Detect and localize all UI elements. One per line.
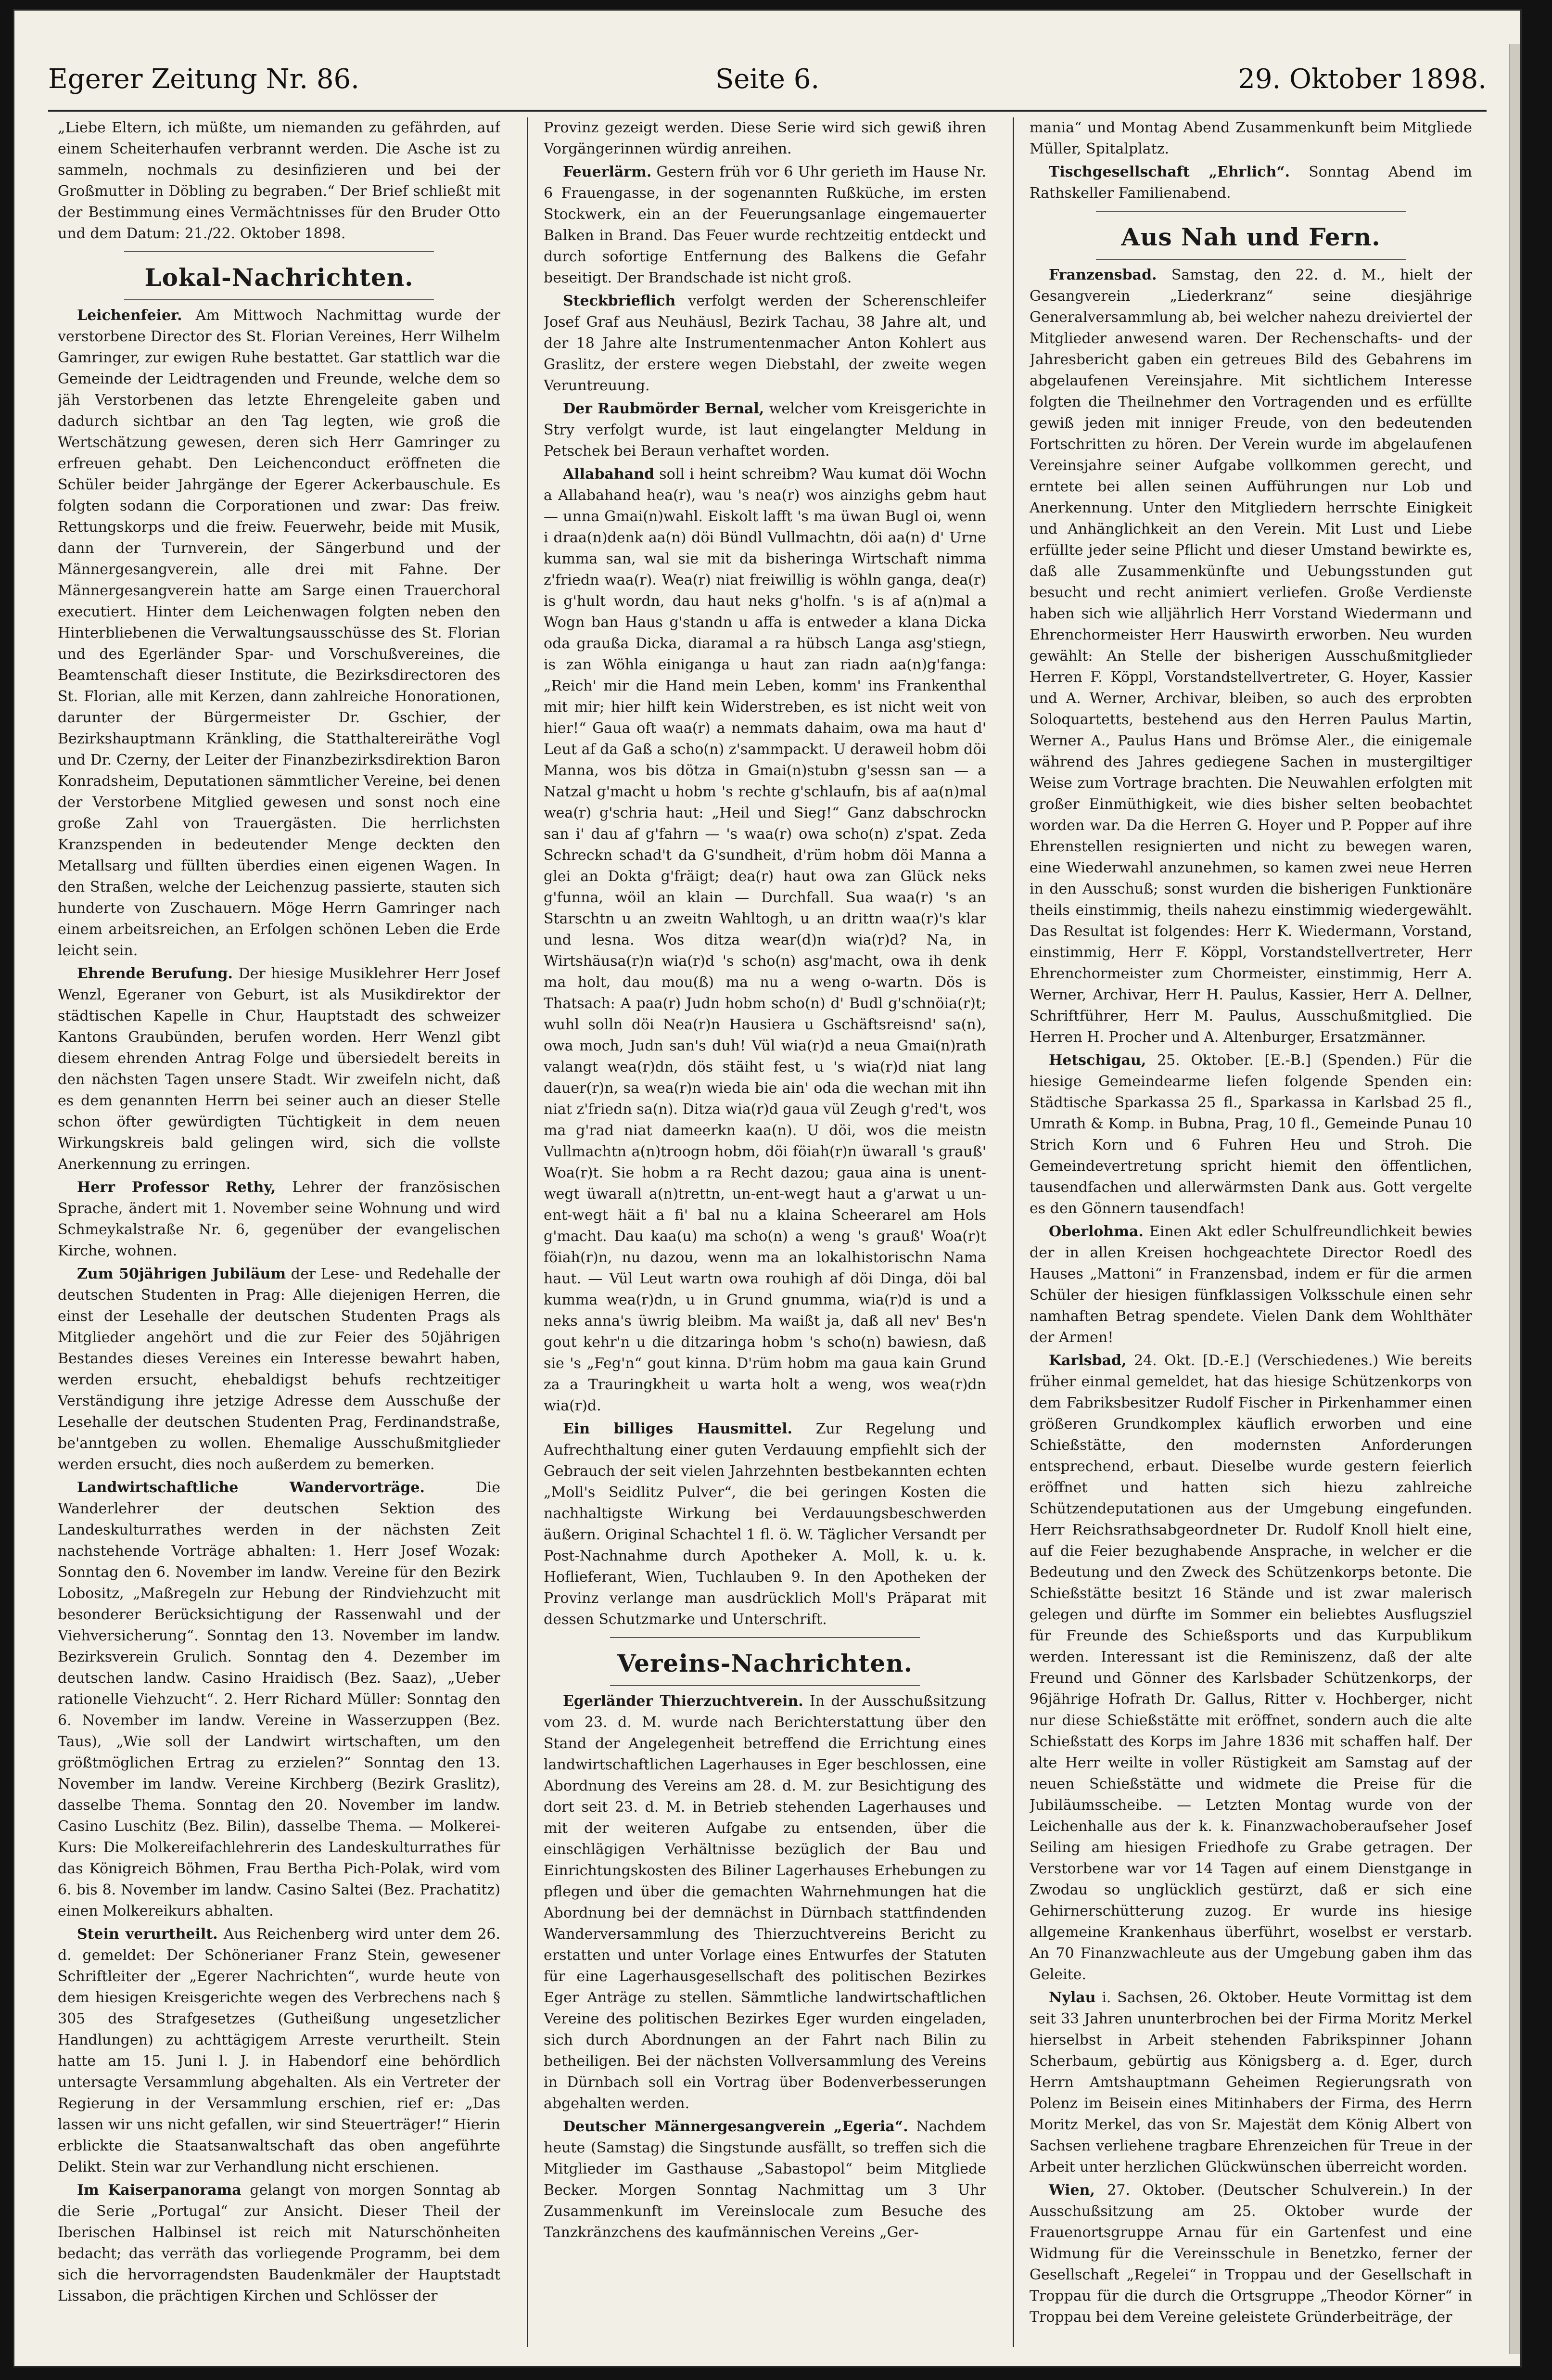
article-text: Am Mittwoch Nachmittag wurde der verstorbene Director des St. Florian Vereines, Herr Wilhelm Gamringer, zur ewigen Ruhe bestattet. Gar stattlich war die Gemeinde der Leidtragenden und Freunde, welche dem so jäh Verstorbenen das letzte Ehrengeleite gaben und dadurch sichtbar an den Tag legten, wie groß die Wertschätzung gewesen, deren sich Herr Gamringer zu erfreuen gehabt. Den Leichenconduct eröffneten die Schüler beider Jahrgänge der Egerer Ackerbauschule. Es folgten sodann die Corporationen und zwar: Das freiw. Rettungskorps und die freiw. Feuerwehr, beide mit Musik, dann der Turnverein, der Sängerbund und der Männergesangverein, alle drei mit Fahne. Der Männergesangverein hatte am Sarge einen Trauerchoral executiert. Hinter dem Leichenwagen folgten neben den Hinterbliebenen die Verwaltungsausschüsse des St. Florian und des Egerländer Spar- und Vorschußvereines, die Beamtenschaft dieser Institute, die Bezirksdirectoren des St. Florian, alle mit Kerzen, dann zahlreiche Honorationen, darunter der Bürgermeister Dr. Gschier, der Bezirkshauptmann Kränkling, die Statthaltereiräthe Vogl und Dr. Czerny, der Leiter der Finanzbezirksdirektion Baron Konradsheim, Deputationen sämmtlicher Vereine, bei denen der Verstorbene Mitglied gewesen und sonst noch eine große Zahl von Trauergästen. Die herrlichsten Kranzspenden in bedeutender Menge deckten den Metallsarg und füllten überdies einen eigenen Wagen. In den Straßen, welche der Leichenzug passierte, stauten sich hunderte von Zuschauern. Möge Herrn Gamringer nach einem arbeitsreichen, an Erfolgen schönen Leben die Erde leicht sein. xyxy=(58,307,500,959)
article-text: 25. Oktober. [E.-B.] (Spenden.) Für die hiesige Gemeindearme liefen folgende Spenden ein: Städtische Sparkassa 25 fl., Sparkassa in Karlsbad 25 fl., Umrath & Komp. in Bubna, Prag, 10 fl., Gemeinde Punau 10 Strich Korn und 6 Fuhren Heu und Stroh. Die Gemeindevertretung spricht hiemit den öffentlichen, tausendfachen und allerwärmsten Dank aus. Gott vergelte es den Gönnern tausendfach! xyxy=(1030,1052,1472,1217)
article xyxy=(58,2180,500,2307)
article-lead: Ehrende Berufung. xyxy=(77,965,233,982)
newspaper-page xyxy=(14,11,1520,2366)
section-rule xyxy=(124,299,434,300)
article-lead: Hetschigau, xyxy=(1049,1052,1146,1069)
article-text: Sonntag Abend im Rathskeller Familienabend. xyxy=(1030,164,1472,202)
section-rule xyxy=(1096,259,1406,260)
article-text: Lehrer der französischen Sprache, ändert mit 1. November seine Wohnung und wird Schmeykalstraße Nr. 6, gegenüber der evangelischen Kirche, wohnen. xyxy=(58,1179,500,1259)
column-divider xyxy=(1013,117,1014,2347)
article-text: welcher vom Kreisgerichte in Stry verfolgt wurde, ist laut eingelangter Meldung in Petschek bei Beraun verhaftet worden. xyxy=(544,400,986,460)
article-list xyxy=(58,305,500,2307)
section-heading-aus-nah-und-fern: Aus Nah und Fern. xyxy=(1121,223,1381,251)
article-lead: Leichenfeier. xyxy=(77,307,182,324)
article-text: der Lese- und Redehalle der deutschen Studenten in Prag: Alle diejenigen Herren, die einst der Lesehalle der deutschen Studenten Prags als Mitglieder angehört und die zur Feier des 50jährigen Bestandes dieses Vereines ein Interesse bewahrt haben, werden ersucht, ehebaldigst behufs rechtzeitiger Verständigung ihre jetzige Adresse dem Ausschuße der Lesehalle der deutschen Studenten Prag, Ferdinandstraße, be'anntgeben zu wollen. Ehemalige Ausschußmitglieder werden ersucht, dies noch außerdem zu bemerken. xyxy=(58,1266,500,1473)
article-lead: Im Kaiserpanorama xyxy=(77,2182,242,2199)
article-text: gelangt von morgen Sonntag ab die Serie „Portugal“ zur Ansicht. Dieser Theil der Iberischen Halbinsel ist reich mit Naturschönheiten bedacht; das verräth das vorliegende Programm, bei dem sich die hervorragendsten Baudenkmäler der Hauptstadt Lissabon, die prächtigen Kirchen und Schlösser der xyxy=(58,2182,500,2304)
article-lead: Franzensbad. xyxy=(1049,267,1157,283)
article-text: soll i heint schreibm? Wau kumat döi Wochn a Allabahand hea(r), wau 's nea(r) wos ainzighs gebm haut — unna Gmai(n)wahl. Eiskolt lafft 's ma üwan Bugl oi, wenn i draa(n)denk aa(n) döi Bündl Vullmachtn, döi aa(n) d' Urne kumma san, wal sie mit da bisheringa Wirtschaft nimma z'friedn waa(r). Wea(r) niat freiwillig is wöhln ganga, dea(r) is g'hult wordn, dau haut neks g'holfn. 's is af a(n)mal a Wogn ban Haus g'standn u affa is entweder a klana Dicka oda graußa Dicka, diaramal a ra hübsch Langa asg'stiegn, is zan Wöhla einiganga u haut zan riadn aa(n)g'fanga: „Reich' mir die Hand mein Leben, komm' ins Frankenthal mit mir; hier hilft kein Widerstreben, es ist nicht weit von hier!“ Gaua oft waa(r) a nemmats dahaim, owa ma haut d' Leut af da Gaß a scho(n) z'sammpackt. U deraweil hobm döi Manna, wos bis dötza in Gmai(n)stubn g'sessn san — a Natzal g'macht u hobm 's rechte g'schlaufn, bis af aa(n)mal wea(r) g'schria haut: „Heil und Sieg!“ Ganz dabschrockn san i' dau af g'fahrn — 's waa(r) owa scho(n) z'spat. Zeda Schreckn schad't da G'sundheit, d'rüm hobm döi Manna a glei an Dokta g'fräigt; dea(r) haut owa zan Glück neks g'funna, wöil an klain — Durchfall. Sua waa(r) 's an Starschtn u an zweitn Wahltogh, u an drittn waa(r)'s klar und lesna. Wos ditza wear(d)n wia(r)d? Na, in Wirtshäusa(r)n wia(r)d 's scho(n) asg'macht, owa ih denk ma holt, dau mou(ß) ma nu a weng o-wartn. Dös is Thatsach: A paa(r) Judn hobm scho(n) d' Budl g'schnöia(r)t; wuhl solln döi Nea(r)n Hausiera u Gschäftsreisnd' sa(n), owa moch, Judn san's duh! Vül wia(r)d a neua Gmai(n)rath valangt wea(r)dn, dös stäiht fest, u 's wia(r)d niat lang dauer(r)n, sa wea(r)n wieda bie ain' oda die wechan mit ihn niat z'friedn sa(n). Ditza wia(r)d gaua vül Zeugh g'red't, wos ma g'rad niat dameerkn kaa(n). U döi, wos die meistn Vullmachtn a(n)troogn hobm, döi föiah(r)n üwarall 's grauß' Woa(r)t. Sie hobm a ra Recht dazou; gaua aina is unent-wegt üwarall a(n)trettn, un-ent-wegt haut a g'arwat u un-ent-wegt häit a fi' bal nu a klaina Scheerarel am Hols g'macht. Dau kaa(u) ma scho(n) a weng 's grauß' Woa(r)t föiah(r)n, nu dazou, wenn ma an lokalhistorischn Nama haut. — Vül Leut wartn owa rouhigh af döi Dinga, döi bal kumma wea(r)dn, u in Grund gnumma, wia(r)d is und a neks anna's üwrig bleibm. Ma waißt ja, daß all nev' Bes'n gout kehr'n u die ditzaringa hobm 's scho(n) bawiesn, daß sie 's „Feg'n“ gout kinna. D'rüm hobm ma gaua kain Grund za a Trauringkheit u warta holt a weng, wos wea(r)dn wia(r)d. xyxy=(544,466,986,1414)
section-rule xyxy=(124,251,434,252)
article xyxy=(58,1264,500,1475)
article-continuation: mania“ und Montag Abend Zusammenkunft beim Mitgliede Müller, Spitalplatz. xyxy=(1030,119,1472,157)
advertisement xyxy=(544,1419,986,1630)
article-lead: Herr Professor Rethy, xyxy=(77,1179,276,1196)
article xyxy=(1030,265,1472,1048)
article-lead: Zum 50jährigen Jubiläum xyxy=(77,1266,286,1282)
article-text: Die Wanderlehrer der deutschen Sektion des Landeskulturrathes werden in der nächsten Zeit nachstehende Vorträge abhalten: 1. Herr Josef Wozak: Sonntag den 6. November im landw. Vereine für den Bezirk Lobositz, „Maßregeln zur Hebung der Rindviehzucht mit besonderer Berücksichtigung der Rassenwahl und der Viehversicherung“. Sonntag den 13. November im landw. Bezirksverein Grulich. Sonntag den 4. Dezember im deutschen landw. Casino Hraidisch (Bez. Saaz), „Ueber rationelle Viehzucht“. 2. Herr Richard Müller: Sonntag den 6. November im landw. Vereine in Wasserzuppen (Bez. Taus), „Wie soll der Landwirt wirtschaften, um den größtmöglichen Ertrag zu erzielen?“ Sonntag den 13. November im landw. Vereine Kirchberg (Bezirk Graslitz), dasselbe Thema. Sonntag den 20. November im landw. Casino Luschitz (Bez. Bilin), dasselbe Thema. — Molkerei-Kurs: Die Molkereifachlehrerin des Landeskulturrathes für das Königreich Böhmen, Frau Bertha Pich-Polak, wird vom 6. bis 8. November im landw. Casino Saltei (Bez. Prachatitz) einen Molkereikurs abhalten. xyxy=(58,1479,500,1919)
article-lead: Tischgesellschaft „Ehrlich“. xyxy=(1049,164,1290,180)
article-lead: Feuerlärm. xyxy=(563,164,652,180)
column-divider xyxy=(527,117,528,2347)
page-edge xyxy=(1509,44,1520,2354)
issue-date: 29. Oktober 1898. xyxy=(1238,64,1487,95)
article-text: Der hiesige Musiklehrer Herr Josef Wenzl, Egeraner von Geburt, ist als Musikdirektor der städtischen Kapelle in Chur, Hauptstadt des schweizer Kantons Graubünden, berufen worden. Herr Wenzl gibt diesem ehrenden Antrag Folge und übersiedelt bereits in den nächsten Tagen unsere Stadt. Wir zweifeln nicht, daß es dem genannten Herrn bei seiner auch an dieser Stelle schon öfter gewürdigten Tüchtigkeit in dem neuen Wirkungskreis bald gelingen wird, sich die vollste Anerkennung zu erringen. xyxy=(58,965,500,1173)
article-lead: Steckbrieflich xyxy=(563,293,676,309)
article-continuation: Provinz gezeigt werden. Diese Serie wird sich gewiß ihren Vorgängerinnen würdig anreihen. xyxy=(544,119,986,157)
article-text: 24. Okt. [D.-E.] (Verschiedenes.) Wie bereits früher einmal gemeldet, hat das hiesige Schützenkorps von dem Fabriksbesitzer Rudolf Fischer in Pirkenhammer einen größeren Grundkomplex käuflich erworben und eine Schießstätte, den modernsten Anforderungen entsprechend, erbaut. Dieselbe wurde gestern feierlich eröffnet und hatten sich hiezu zahlreiche Schützendeputationen aus der Umgebung eingefunden. Herr Reichsrathsabgeordneter Dr. Rudolf Knoll hielt eine, auf die Feier bezughabende Ansprache, in welcher er die Bedeutung und den Zweck des Schützenkorps betonte. Die Schießstätte besitzt 16 Stände und ist zwar malerisch gelegen und dürfte im Sommer ein beliebtes Ausflugsziel für Freunde des Schießsports und das Kurpublikum werden. Interessant ist die Reminiszenz, daß der alte Freund und Gönner des Karlsbader Schützenkorps, der 96jährige Hofrath Dr. Gallus, Ritter v. Hochberger, nicht nur diese Schießstätte mit eröffnet, sondern auch die alte Schießstatt des Korps im Jahre 1836 mit schaffen half. Der alte Herr weilte in voller Rüstigkeit am Samstag auf der neuen Schießstätte und widmete die Preise für die Jubiläumsscheibe. — Letzten Montag wurde von der Leichenhalle aus der k. k. Finanzwachoberaufseher Josef Seiling am hiesigen Friedhofe zu Grabe getragen. Der Verstorbene war vor 14 Tagen auf einem Dienstgange in Zwodau so unglücklich gestürzt, daß er sich eine Gehirnerschütterung zuzog. Er wurde ins hiesige allgemeine Krankenhaus überführt, woselbst er verstarb. An 70 Finanzwachleute aus der Umgebung gaben ihm das Geleite. xyxy=(1030,1352,1472,1983)
article-lead: Allabahand xyxy=(563,466,654,483)
article-text: Gestern früh vor 6 Uhr gerieth im Hause Nr. 6 Frauengasse, in der sogenannten Rußküche, im ersten Stockwerk, ein an der Feuerungsanlage eingemauerter Balken in Brand. Das Feuer wurde rechtzeitig entdeckt und durch sofortige Entfernung des Balkens die Gefahr beseitigt. Der Brandschade ist nicht groß. xyxy=(544,164,986,286)
article-lead: Der Raubmörder Bernal, xyxy=(563,400,764,417)
article xyxy=(544,398,986,462)
article-text: i. Sachsen, 26. Oktober. Heute Vormittag ist dem seit 33 Jahren ununterbrochen bei der Firma Moritz Merkel hierselbst in Arbeit stehenden Fabrikspinner Johann Scherbaum, gebürtig aus Königsberg a. d. Eger, durch Herrn Amtshauptmann Geheimen Regierungsrath von Polenz im Beisein eines Mitinhabers der Firma, des Herrn Moritz Merkel, das von Sr. Majestät dem König Albert von Sachsen verliehene tragbare Ehrenzeichen für Treue in der Arbeit unter herzlichen Glückwünschen überreicht worden. xyxy=(1030,1989,1472,2175)
article-lead: Landwirtschaftliche Wandervorträge. xyxy=(77,1479,425,1496)
article-lead: Stein verurtheilt. xyxy=(77,1926,218,1943)
section-rule xyxy=(610,1685,920,1686)
article xyxy=(544,1691,986,2114)
article-continuation: „Liebe Eltern, ich müßte, um niemanden zu gefährden, auf einem Scheiterhaufen verbrannt werden. Die Asche ist zu sammeln, nochmals zu desinfizieren und bei der Großmutter in Döbling zu begraben.“ Der Brief schließt mit der Bestimmung eines Vermächtnisses für den Bruder Otto und dem Datum: 21./22. Oktober 1898. xyxy=(58,119,500,242)
column-3 xyxy=(1030,117,1472,2347)
article xyxy=(544,464,986,1417)
article-lead: Karlsbad, xyxy=(1049,1352,1127,1369)
article-lead: Ein billiges Hausmittel. xyxy=(563,1420,792,1437)
article-lead: Oberlohma. xyxy=(1049,1223,1144,1240)
article xyxy=(544,291,986,397)
article-text: Zur Regelung und Aufrechthaltung einer guten Verdauung empfiehlt sich der Gebrauch der seit vielen Jahrzehnten bestbekannten echten „Moll's Seidlitz Pulver“, die bei geringen Kosten die nachhaltigste Wirkung bei Verdauungsbeschwerden äußern. Original Schachtel 1 fl. ö. W. Täglicher Versandt per Post-Nachnahme durch Apotheker A. Moll, k. u. k. Hoflieferant, Wien, Tuchlauben 9. In den Apotheken der Provinz verlange man ausdrücklich Moll's Präparat mit dessen Schutzmarke und Unterschrift. xyxy=(544,1420,986,1628)
section-rule xyxy=(610,1637,920,1638)
article xyxy=(1030,1350,1472,1985)
section-rule xyxy=(1096,211,1406,212)
article-lead: Nylau xyxy=(1049,1989,1096,2006)
article xyxy=(1030,2180,1472,2328)
article-text: Einen Akt edler Schulfreundlichkeit bewies der in allen Kreisen hochgeachtete Director Roedl des Hauses „Mattoni“ in Franzensbad, indem er für die armen Schüler der hiesigen fünfklassigen Volksschule einen sehr namhaften Betrag spendete. Vielen Dank dem Wohlthäter der Armen! xyxy=(1030,1223,1472,1346)
article xyxy=(58,1177,500,1262)
article-lead: Wien, xyxy=(1049,2182,1095,2199)
article-lead: Deutscher Männergesangverein „Egeria“. xyxy=(563,2118,908,2135)
article xyxy=(1030,1221,1472,1348)
article xyxy=(1030,1987,1472,2178)
article xyxy=(1030,1050,1472,1219)
article xyxy=(58,1924,500,2178)
article-lead: Egerländer Thierzuchtverein. xyxy=(563,1693,803,1710)
article-text: Aus Reichenberg wird unter dem 26. d. gemeldet: Der Schönerianer Franz Stein, gewesener Schriftleiter der „Egerer Nachrichten“, wurde heute von dem hiesigen Kreisgerichte wegen des Verbrechens nach § 305 des Strafgesetzes (Gutheißung ungesetzlicher Handlungen) zu achttägigem Arreste verurtheilt. Stein hatte am 15. Juni l. J. in Habendorf eine behördlich untersagte Versammlung abgehalten. Als ein Vertreter der Regierung in der Versammlung erschien, rief er: „Das lassen wir uns nicht gefallen, wir sind Steuerträger!“ Hierin erblickte die Staatsanwaltschaft das oben angeführte Delikt. Stein war zur Verhandlung nicht erschienen. xyxy=(58,1926,500,2175)
column-1 xyxy=(58,117,500,2347)
section-heading-lokal: Lokal-Nachrichten. xyxy=(144,263,414,292)
article xyxy=(544,2116,986,2243)
article-text: In der Ausschußsitzung vom 23. d. M. wurde nach Berichterstattung über den Stand der Angelegenheit betreffend die Errichtung eines landwirtschaftlichen Lagerhauses in Eger beschlossen, eine Abordnung des Vereins am 28. d. M. zur Besichtigung des dort seit 23. d. M. in Betrieb stehenden Lagerhauses und mit der weiteren Aufgabe zu entsenden, über die einschlägigen Verhältnisse bezüglich der Bau und Einrichtungskosten des Biliner Lagerhauses Erhebungen zu pflegen und über die gemachten Wahrnehmungen hat die Abordnung bei der demnächst in Dürnbach stattfindenden Wanderversammlung des Thierzuchtvereins Bericht zu erstatten und unter Vorlage eines Entwurfes der Statuten für eine Lagerhausgesellschaft des politischen Bezirkes Eger Anträge zu stellen. Sämmtliche landwirtschaftlichen Vereine des politischen Bezirkes Eger wurden eingeladen, sich durch Abordnungen an der Fahrt nach Bilin zu betheiligen. Bei der nächsten Vollversammlung des Vereins in Dürnbach soll ein Vortrag über Bodenverbesserungen abgehalten werden. xyxy=(544,1693,986,2112)
article-text: 27. Oktober. (Deutscher Schulverein.) In der Ausschußsitzung am 25. Oktober wurde der Frauenortsgruppe Arnau für ein Gartenfest und eine Widmung für die Vereinsschule in Benetzko, ferner der Gesellschaft „Regelei“ in Troppau und der Gesellschaft in Troppau für die durch die Ortsgruppe „Theodor Körner“ in Troppau bei dem Vereine geleistete Gründerbeiträge, der xyxy=(1030,2182,1472,2326)
article xyxy=(58,963,500,1175)
page-header xyxy=(48,64,1487,107)
article xyxy=(1030,162,1472,204)
article-text: Samstag, den 22. d. M., hielt der Gesangverein „Liederkranz“ seine diesjährige Generalversammlung ab, bei welcher nahezu dreiviertel der Mitglieder anwesend waren. Der Rechenschafts- und der Jahresbericht gaben ein getreues Bild des Gebahrens im abgelaufenen Vereinsjahre. Mit sichtlichem Interesse folgten die Theilnehmer den Vortragenden und es erfüllte gewiß jeden mit inniger Freude, von den bedeutenden Fortschritten zu hören. Der Verein wurde im abgelaufenen Vereinsjahre seiner Aufgabe vollkommen gerecht, und erntete bei allen seinen Aufführungen nur Lob und Anerkennung. Unter den Mitgliedern herrschte Einigkeit und Anhänglichkeit an den Verein. Mit Lust und Liebe erfüllte jeder seine Pflicht und dieser Umstand bewirkte es, daß alle Zusammenkünfte und Uebungsstunden gut besucht und recht animiert verliefen. Große Verdienste haben sich wie alljährlich Herr Vorstand Wiedermann und Ehrenchormeister Herr Hauswirth erworben. Neu wurden gewählt: An Stelle der bisherigen Ausschußmitglieder Herren F. Köppl, Vorstandstellvertreter, G. Hoyer, Kassier und A. Werner, Archivar, bleiben, so auch des erprobten Soloquartetts, bestehend aus den Herren Paulus Martin, Werner A., Paulus Hans und Brömse Aler., die einigemale während des Jahres gediegene Sachen in mustergiltiger Weise zum Vortrage brachten. Die Neuwahlen erfolgten mit großer Einmüthigkeit, wie dies bisher selten beobachtet worden war. Da die Herren G. Hoyer und P. Popper auf ihre Ehrenstellen resignierten und nicht zu bewegen waren, eine Wiederwahl anzunehmen, so kamen zwei neue Herren in den Ausschuß; sonst wurden die bisherigen Funktionäre theils einstimmig, theils nahezu einstimmig wiedergewählt. Das Resultat ist folgendes: Herr K. Wiedermann, Vorstand, einstimmig, Herr F. Köppl, Vorstandstellvertreter, Herr Ehrenchormeister zum Chormeister, einstimmig, Herr A. Werner, Archivar, Herr H. Paulus, Kassier, Herr A. Dellner, Schriftführer, Herr M. Paulus, Ausschußmitglied. Die Herren H. Procher und A. Altenburger, Ersatzmänner. xyxy=(1030,267,1472,1046)
section-heading-vereine: Vereins-Nachrichten. xyxy=(617,1649,913,1677)
article xyxy=(58,1477,500,1922)
article-text: Nachdem heute (Samstag) die Singstunde ausfällt, so treffen sich die Mitglieder im Gasthause „Sabastopol“ beim Mitgliede Becker. Morgen Sonntag Nachmittag um 3 Uhr Zusammenkunft im Vereinslocale zum Besuche des Tanzkränzchens des kaufmännischen Vereins „Ger- xyxy=(544,2118,986,2241)
article xyxy=(544,162,986,289)
article xyxy=(58,305,500,961)
column-2 xyxy=(544,117,986,2347)
article-text: verfolgt werden der Scherenschleifer Josef Graf aus Neuhäusl, Bezirk Tachau, 38 Jahre alt, und der 18 Jahre alte Instrumentenmacher Anton Kohlert aus Graslitz, der erstere wegen Diebstahl, der zweite wegen Veruntreuung. xyxy=(544,293,986,394)
header-rule xyxy=(48,110,1487,112)
newspaper-title-issue: Egerer Zeitung Nr. 86. xyxy=(48,64,359,95)
page-number: Seite 6. xyxy=(715,64,820,95)
